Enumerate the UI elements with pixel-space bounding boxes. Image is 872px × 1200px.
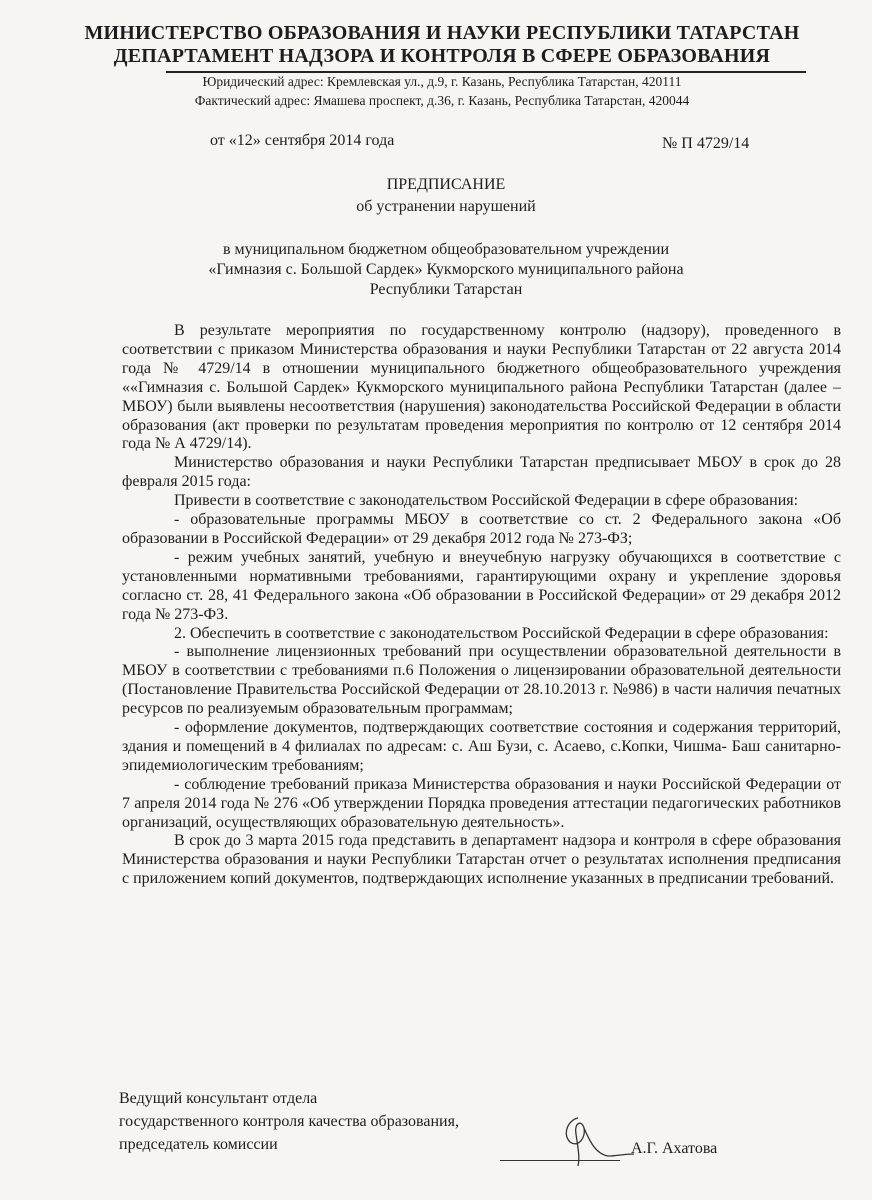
document-number: № П 4729/14 (662, 135, 750, 152)
institution-line: «Гимназия с. Большой Сардек» Кукморского муниципального района (208, 261, 684, 278)
signature-line (500, 1160, 620, 1161)
body-paragraph: - образовательные программы МБОУ в соответствие со ст. 2 Федерального закона «Об образовании в Российской Федерации» от 29 декабря 2012 года № 273-ФЗ; (122, 511, 841, 547)
header-department: ДЕПАРТАМЕНТ НАДЗОРА И КОНТРОЛЯ В СФЕРЕ ОБРАЗОВАНИЯ (113, 45, 771, 67)
body-paragraph: В результате мероприятия по государственному контролю (надзору), проведенного в соответствии с приказом Министерства образования и науки Республики Татарстан от 22 августа 2014 года № 4729/14 в отношении муниципального бюджетного общеобразовательного учреждения ««Гимназия с. Большой Сардек» Кукморского муниципального района Республики Татарстан (далее – МБОУ) были выявлены несоответствия (нарушения) законодательства Российской Федерации в области образования (акт проверки по результатам проведения мероприятия по контролю от 12 сентября 2014 года № А 4729/14). (122, 322, 841, 453)
body-paragraph: Привести в соответствие с законодательством Российской Федерации в сфере образования: (174, 492, 799, 510)
document-date: от «12» сентября 2014 года (210, 132, 395, 149)
body-paragraph: - режим учебных занятий, учебную и внеучебную нагрузку обучающихся в соответствие с установленными нормативными требованиями, гарантирующими охрану и укрепление здоровья согласно ст. 28, 41 Федерального закона «Об образовании в Российской Федерации» от 29 декабря 2012 года № 273-ФЗ. (122, 548, 841, 623)
signer-position: председатель комиссии (119, 1136, 278, 1153)
legal-address: Юридический адрес: Кремлевская ул., д.9, г. Казань, Республика Татарстан, 420111 (202, 74, 682, 89)
body-paragraph: 2. Обеспечить в соответствие с законодательством Российской Федерации в сфере образования: (174, 624, 829, 642)
actual-address: Фактический адрес: Ямашева проспект, д.36, г. Казань, Республика Татарстан, 420044 (194, 93, 690, 108)
body-paragraph: - выполнение лицензионных требований при осуществлении образовательной деятельности в МБОУ в соответствии с требованиями п.6 Положения о лицензировании образовательной деятельности (Постановление Правительства Российской Федерации от 28.10.2013 г. №986) в части наличия печатных ресурсов по реализуемым образовательным программам; (122, 643, 841, 718)
handwritten-signature (548, 1098, 638, 1168)
body-paragraph: - оформление документов, подтверждающих соответствие состояния и содержания территорий, здания и помещений в 4 филиалах по адресам: с. Аш Бузи, с. Асаево, с.Копки, Чишма- Баш санитарно-эпидемиологическим требованиям; (122, 719, 841, 774)
signer-name: А.Г. Ахатова (631, 1140, 718, 1157)
body-paragraph: Министерство образования и науки Республики Татарстан предписывает МБОУ в срок до 28 февраля 2015 года: (122, 454, 841, 491)
signer-position: Ведущий консультант отдела (119, 1090, 318, 1107)
document-subtitle: об устранении нарушений (356, 198, 536, 215)
header-ministry: МИНИСТЕРСТВО ОБРАЗОВАНИЯ И НАУКИ РЕСПУБЛИКИ ТАТАРСТАН (84, 22, 800, 44)
institution-line: в муниципальном бюджетном общеобразовательном учреждении (222, 241, 670, 258)
body-paragraph: В срок до 3 марта 2015 года представить в департамент надзора и контроля в сфере образования Министерства образования и науки Республики Татарстан отчет о результатах исполнения предписания с приложением копий документов, подтверждающих исполнение указанных в предписании требований. (122, 832, 841, 888)
document-title: ПРЕДПИСАНИЕ (386, 176, 506, 193)
header-divider (166, 71, 806, 73)
signer-position: государственного контроля качества образования, (119, 1113, 459, 1130)
document-body (122, 322, 841, 889)
institution-line: Республики Татарстан (369, 281, 523, 298)
body-paragraph: - соблюдение требований приказа Министерства образования и науки Российской Федерации от 7 апреля 2014 года № 276 «Об утверждении Порядка проведения аттестации педагогических работников организаций, осуществляющих образовательную деятельность». (122, 775, 841, 831)
signature-block (119, 1087, 459, 1156)
